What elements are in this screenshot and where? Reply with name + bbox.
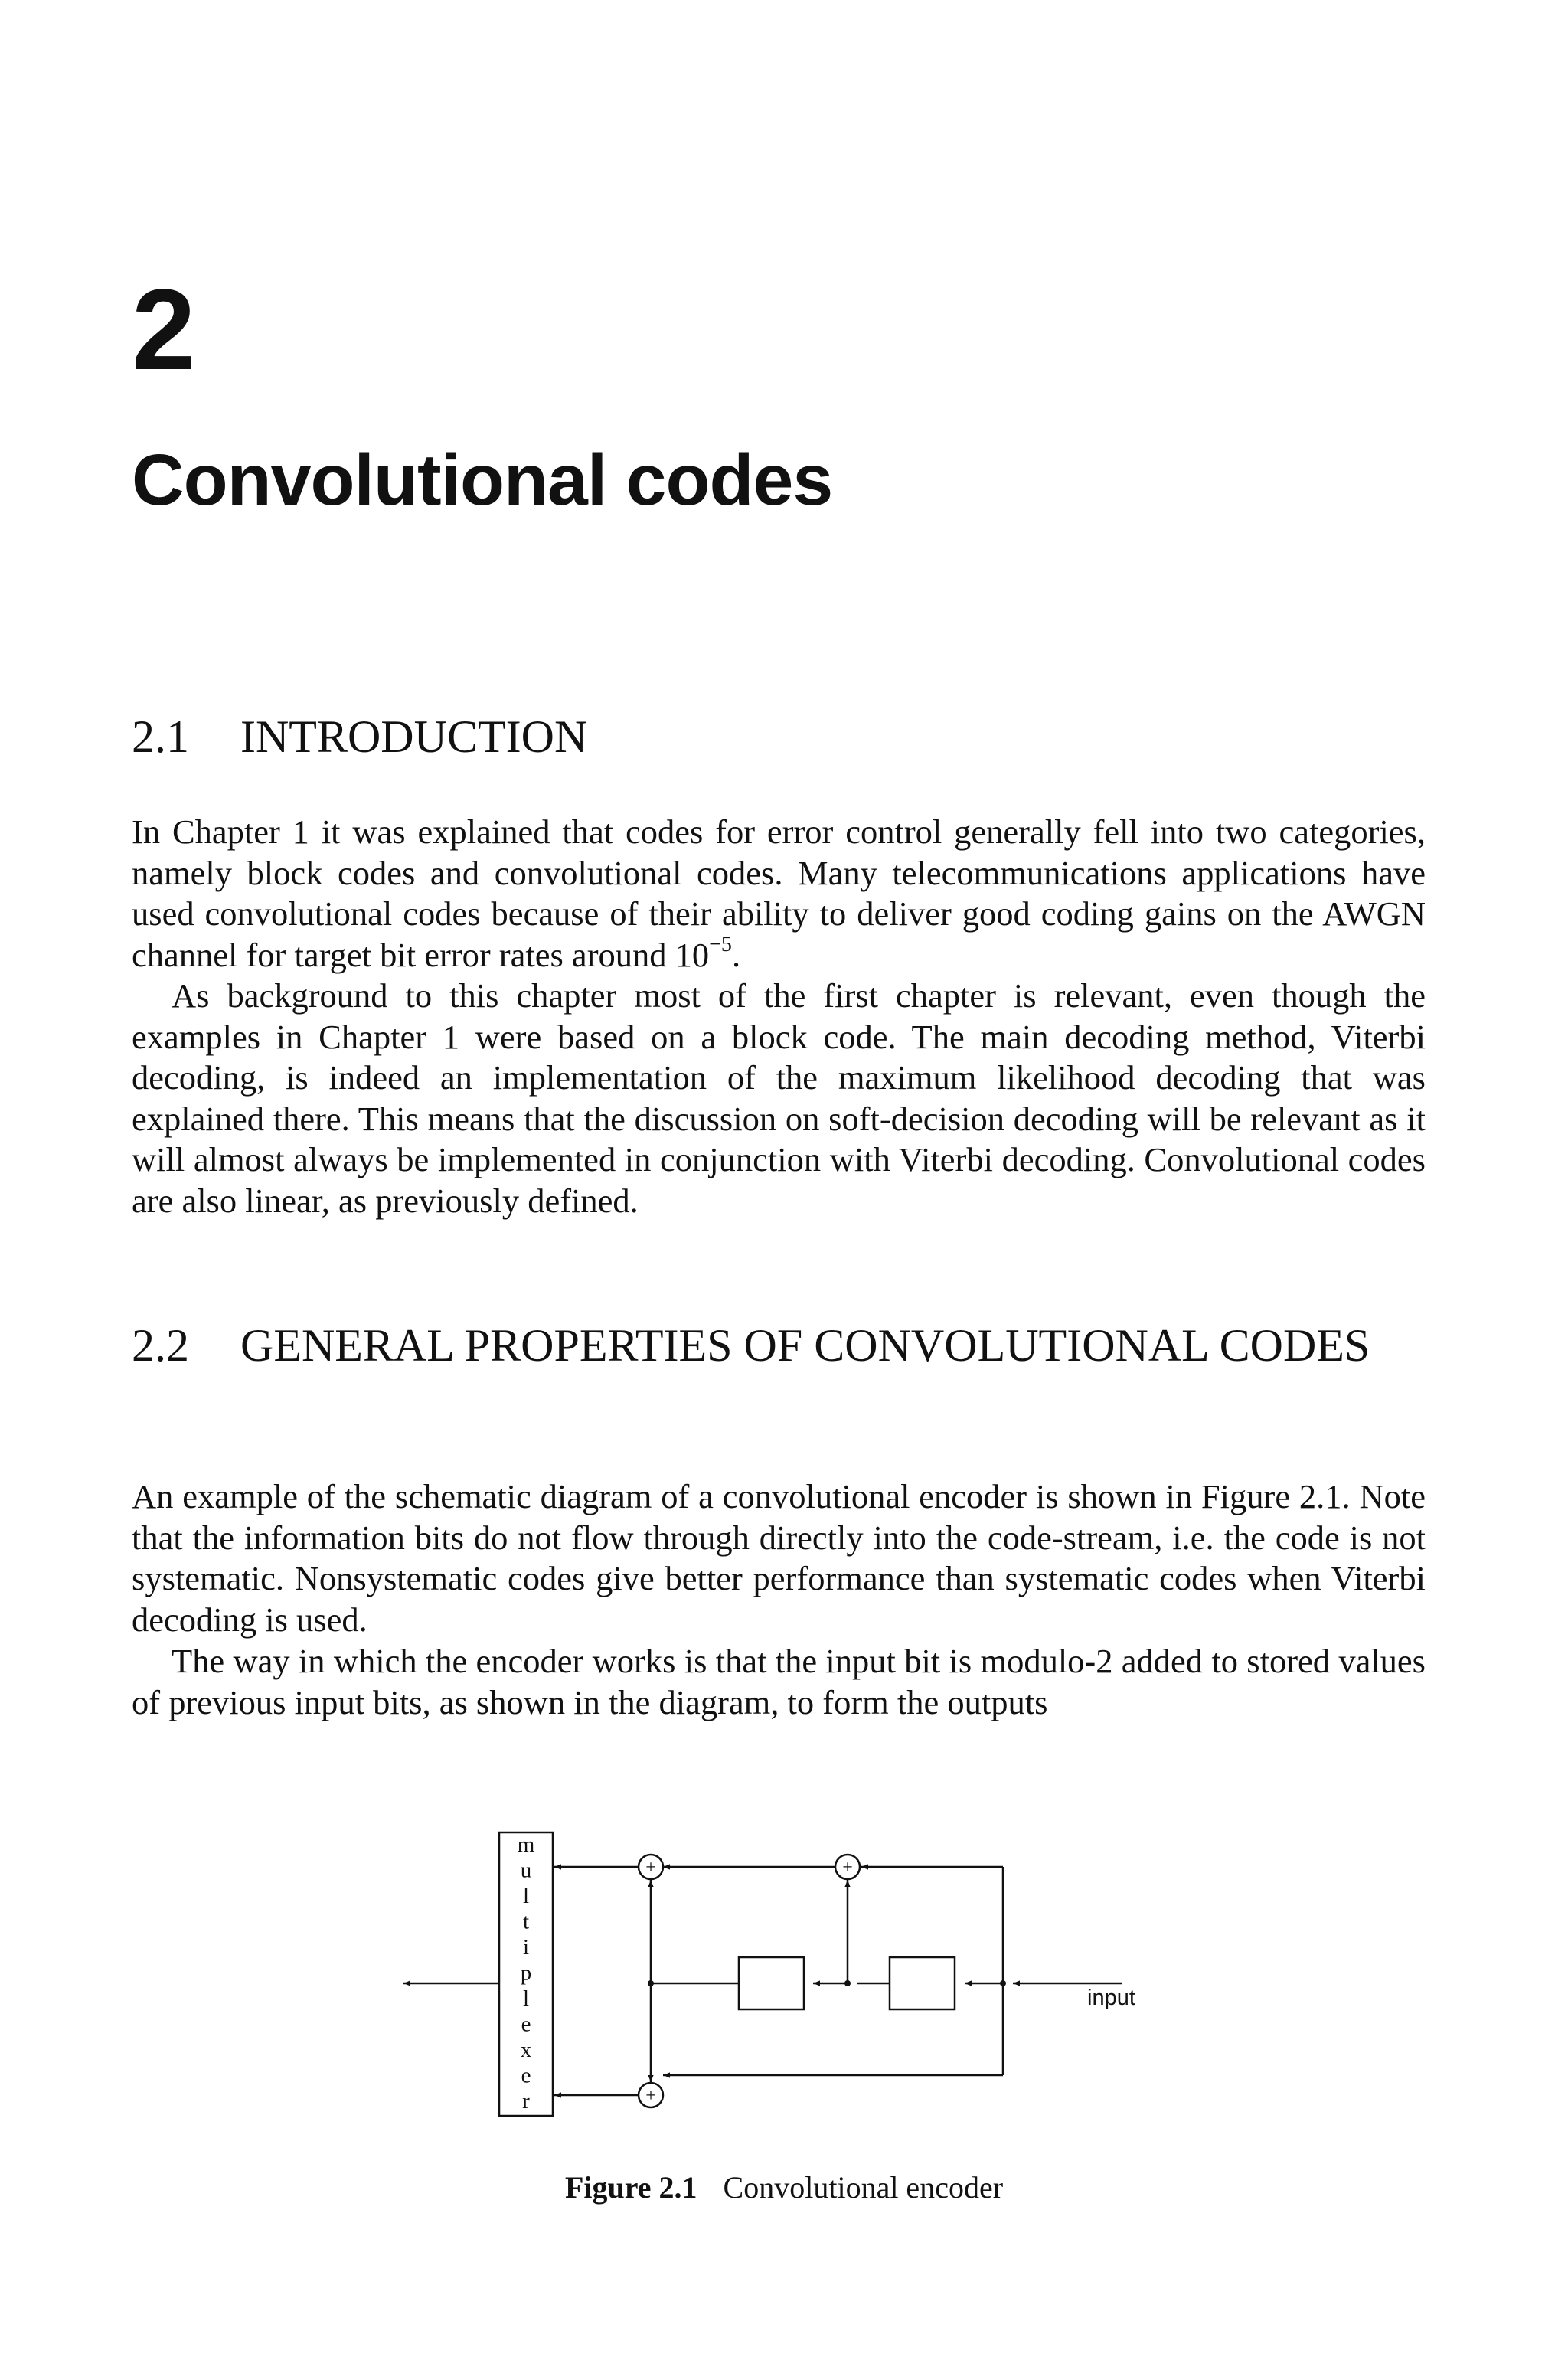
input-label: input — [1087, 1986, 1135, 2010]
multiplexer-letter: l — [522, 1986, 530, 2011]
adder-symbol: + — [645, 1858, 656, 1878]
figure-caption-text: Convolutional encoder — [723, 2170, 1004, 2205]
modulo2-adder-lower — [639, 2083, 663, 2107]
exponent: −5 — [709, 932, 732, 956]
section-title: GENERAL PROPERTIES OF CONVOLUTIONAL CODES — [240, 1320, 1370, 1371]
adder-symbol: + — [842, 1858, 853, 1878]
paragraph: The way in which the encoder works is that the input bit is modulo-2 added to stored values of previous input bits, as shown in the diagram, to form the outputs — [132, 1642, 1426, 1721]
paragraph-text: In Chapter 1 it was explained that codes for error control generally fell into two categories, namely block codes and convolutional codes. Many telecommunications applications have used convolutional codes because of their ability to deliver good coding gains on the AWGN channel for target bit error rates around 10 — [132, 812, 1426, 974]
multiplexer-letter: u — [520, 1858, 532, 1883]
multiplexer-letter: t — [522, 1909, 530, 1934]
paragraph: An example of the schematic diagram of a convolutional encoder is shown in Figure 2.1. Note that the information bits do not flow through directly into the code-stream, i.e. the code is not systematic. Nonsystematic codes give better performance than systematic codes when Viterbi decoding is used. — [132, 1477, 1426, 1639]
paragraph: As background to this chapter most of the first chapter is relevant, even though the examples in Chapter 1 were based on a block code. The main decoding method, Viterbi decoding, is indeed an implementation of the maximum likelihood decoding that was explained there. This means that the discussion on soft-decision decoding will be relevant as it will almost always be implemented in conjunction with Viterbi decoding. Convolutional codes are also linear, as previously defined. — [132, 976, 1426, 1220]
paragraph-tail: . — [731, 935, 741, 974]
modulo2-adder-upper-right — [835, 1855, 860, 1879]
multiplexer-letter: e — [521, 2012, 531, 2037]
figure-caption — [0, 2169, 1568, 2207]
section-number: 2.2 — [132, 1320, 189, 1371]
multiplexer-letter: m — [517, 1832, 535, 1857]
adder-symbol: + — [645, 2086, 656, 2106]
multiplexer-letter: i — [522, 1935, 530, 1960]
shift-register-cell — [739, 1957, 804, 2009]
chapter-number: 2 — [132, 265, 196, 394]
shift-register-cell — [890, 1957, 955, 2009]
multiplexer-letter: e — [521, 2063, 531, 2088]
multiplexer-letter: p — [520, 1960, 532, 1986]
section-number: 2.1 — [132, 711, 189, 762]
chapter-title: Convolutional codes — [132, 440, 833, 521]
multiplexer-letter: r — [522, 2089, 530, 2113]
section-title: INTRODUCTION — [240, 711, 588, 762]
multiplexer-letter: x — [520, 2038, 532, 2062]
multiplexer-letter: l — [522, 1884, 530, 1908]
figure-caption-label: Figure 2.1 — [564, 2170, 697, 2205]
modulo2-adder-upper-left — [639, 1855, 663, 1879]
